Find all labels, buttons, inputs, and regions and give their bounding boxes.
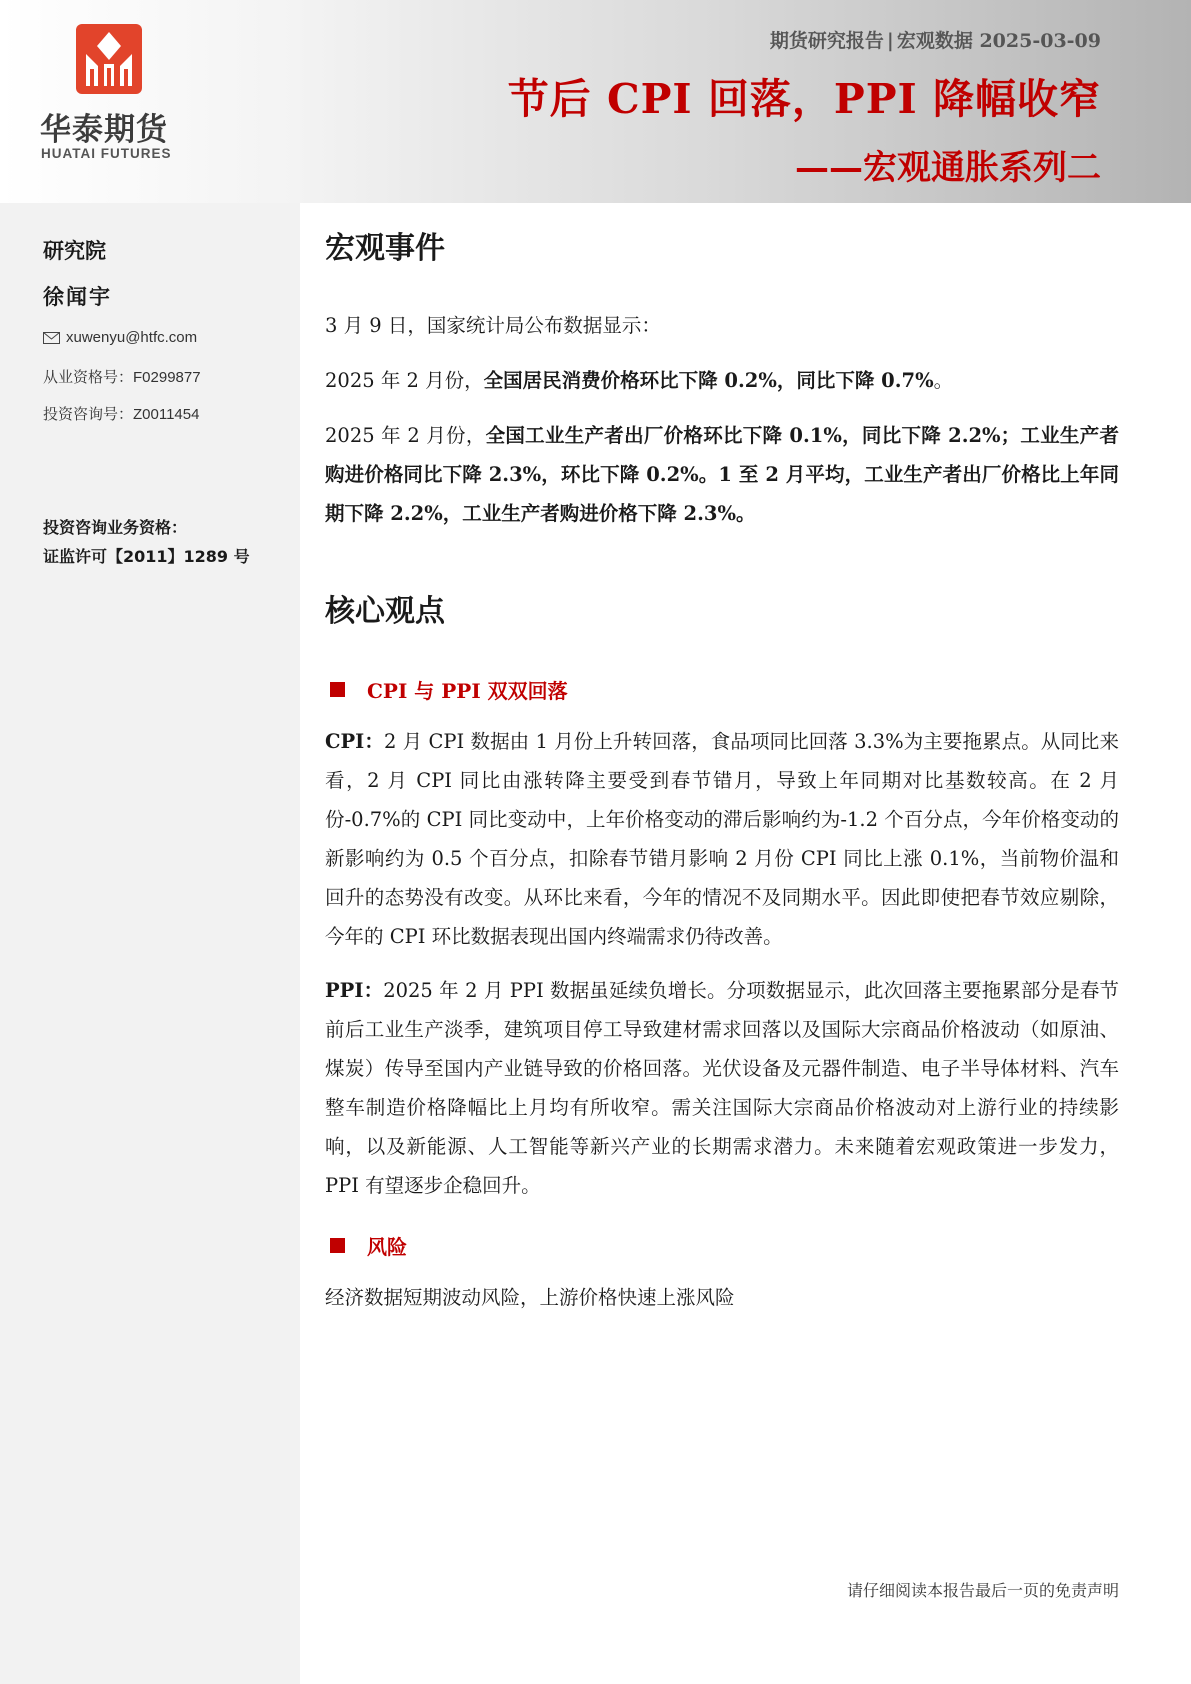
cpi-label: CPI： xyxy=(325,730,384,753)
ppi-analysis: 2025 年 2 月 PPI 数据虽延续负增长。分项数据显示，此次回落主要拖累部分是春节前后工业生产淡季，建筑项目停工导致建材需求回落以及国际大宗商品价格波动（如原油、煤炭）传导至国内产业链导致的价格回落。光伏设备及元器件制造、电子半导体材料、汽车整车制造价格降幅比上月均有所收窄。需关注国际大宗商品价格波动对上游行业的持续影响，以及新能源、人工智能等新兴产业的长期需求潜力。未来随着宏观政策进一步发力，PPI 有望逐步企稳回升。 xyxy=(325,979,1119,1197)
bullet-cpi-ppi-label: CPI 与 PPI 双双回落 xyxy=(367,679,568,703)
ppi-highlight: 全国工业生产者出厂价格环比下降 0.1%，同比下降 2.2%；工业生产者购进价格同比下降 2.3%，环比下降 0.2%。1 至 2 月平均，工业生产者出厂价格比上年同期下降 2.2%，工业生产者购进价格下降 2.3%。 xyxy=(325,424,1119,525)
risk-text: 经济数据短期波动风险，上游价格快速上涨风险 xyxy=(325,1286,735,1309)
logo-english-name: HUATAI FUTURES xyxy=(41,146,172,161)
company-logo xyxy=(40,24,190,164)
disclaimer-note: 请仔细阅读本报告最后一页的免责声明 xyxy=(846,1581,1119,1600)
cpi-prefix: 2025 年 2 月份， xyxy=(325,369,484,392)
report-subtype: 宏观数据 xyxy=(896,30,973,52)
report-header xyxy=(0,0,1191,203)
author-email-row xyxy=(43,329,197,346)
qualification-value: 证监许可【2011】1289 号 xyxy=(43,547,250,566)
bullet-risk-label: 风险 xyxy=(367,1235,407,1259)
consult-cert-number: 投资咨询号：Z0011454 xyxy=(43,406,200,423)
core-cpi-paragraph xyxy=(325,722,1119,956)
ppi-prefix: 2025 年 2 月份， xyxy=(325,424,486,447)
cpi-highlight: 全国居民消费价格环比下降 0.2%，同比下降 0.7% xyxy=(483,369,934,392)
report-date: 2025-03-09 xyxy=(979,30,1101,52)
qualification-label: 投资咨询业务资格： xyxy=(43,518,188,537)
mail-icon xyxy=(43,332,60,344)
cpi-suffix: 。 xyxy=(933,369,954,392)
report-type-line xyxy=(770,26,1101,53)
report-type: 期货研究报告 xyxy=(769,30,884,52)
cpi-analysis: 2 月 CPI 数据由 1 月份上升转回落，食品项同比回落 3.3%为主要拖累点。从同比来看，2 月 CPI 同比由涨转降主要受到春节错月，导致上年同期对比基数较高。在 2 月份-0.7%的 CPI 同比变动中，上年价格变动的滞后影响约为-1.2 个百分点，今年价格变动的新影响约为 0.5 个百分点，扣除春节错月影响 2 月份 CPI 同比上涨 0.1%，当前物价温和回升的态势没有改变。从环比来看，今年的情况不及同期水平。因此即使把春节效应剔除，今年的 CPI 环比数据表现出国内终端需求仍待改善。 xyxy=(325,730,1119,948)
report-type-separator: | xyxy=(886,30,894,52)
event-ppi-paragraph xyxy=(325,416,1119,533)
logo-chinese-name: 华泰期货 xyxy=(40,112,168,148)
practice-cert-number: 从业资格号：F0299877 xyxy=(43,369,201,386)
bullet-risk xyxy=(330,1231,407,1260)
author-name: 徐闻宇 xyxy=(43,284,112,309)
red-square-bullet-icon xyxy=(330,1238,345,1253)
huatai-logo-icon xyxy=(76,24,142,94)
author-email[interactable]: xuwenyu@htfc.com xyxy=(66,329,198,346)
event-intro: 3 月 9 日，国家统计局公布数据显示： xyxy=(325,314,661,337)
report-title: 节后 CPI 回落，PPI 降幅收窄 xyxy=(507,75,1101,123)
section-heading-event: 宏观事件 xyxy=(325,231,445,266)
red-square-bullet-icon xyxy=(330,682,345,697)
event-cpi-paragraph xyxy=(325,361,1119,400)
author-sidebar xyxy=(0,203,300,1684)
department-name: 研究院 xyxy=(43,238,106,263)
ppi-label: PPI： xyxy=(325,979,384,1002)
section-heading-core: 核心观点 xyxy=(325,594,445,629)
report-subtitle: ——宏观通胀系列二 xyxy=(795,148,1101,188)
bullet-cpi-ppi xyxy=(330,675,568,704)
core-ppi-paragraph xyxy=(325,971,1119,1205)
